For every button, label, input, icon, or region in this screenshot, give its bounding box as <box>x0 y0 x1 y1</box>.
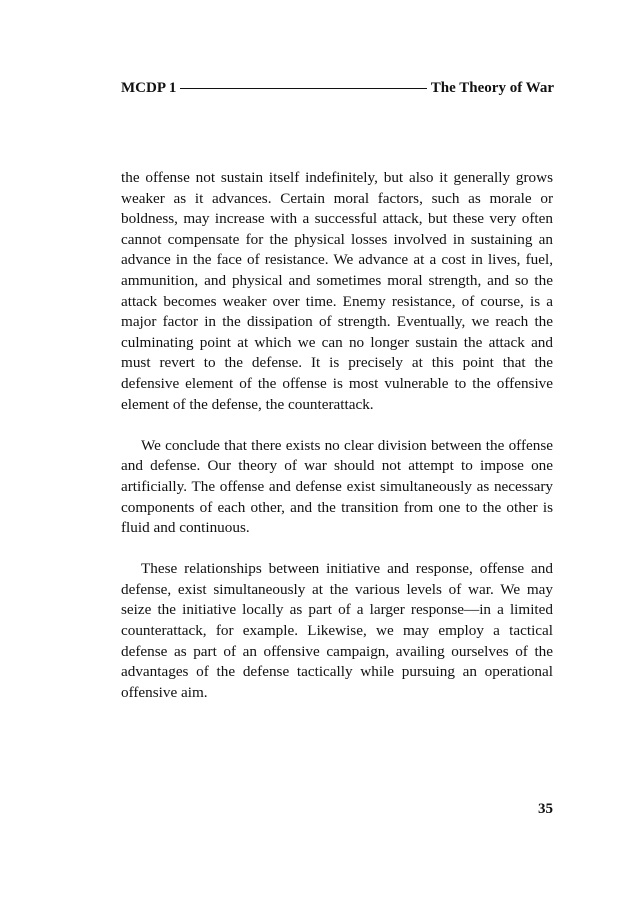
paragraph-continuation: the offense not sustain itself indefinitely, but also it generally grows weaker as it advances. Certain moral factors, such as morale or boldness, may increase with a successful attack, but these very often cannot compensate for the physical losses involved in sustaining an advance in the face of resistance. We advance at a cost in lives, fuel, ammunition, and physical and sometimes moral strength, and so the attack becomes weaker over time. Enemy resistance, of course, is a major factor in the dissipation of strength. Eventually, we reach the culminating point at which we can no longer sustain the attack and must revert to the defense. It is precisely at this point that the defensive element of the offense is most vulnerable to the offensive element of the defense, the counterattack. <box>121 169 553 413</box>
page-number: 35 <box>538 801 553 817</box>
paragraph-offense-defense-division: We conclude that there exists no clear division between the offense and defense. Our theory of war should not attempt to impose one artificially. The offense and defense exist simultaneously as necessary components of each other, and the transition from one to the other is fluid and continuous. <box>121 436 553 537</box>
page-body <box>121 168 553 703</box>
paragraph-levels-of-war: These relationships between initiative and response, offense and defense, exist simultaneously at the various levels of war. We may seize the initiative locally as part of a larger response—in a limited counterattack, for example. Likewise, we may employ a tactical defense as part of an offensive campaign, availing ourselves of the advantages of the defense tactically while pursuing an operational offensive aim. <box>121 560 553 701</box>
running-header <box>121 78 554 98</box>
header-rule <box>180 88 426 89</box>
header-document-id: MCDP 1 <box>121 79 177 96</box>
header-chapter-title: The Theory of War <box>430 79 554 96</box>
